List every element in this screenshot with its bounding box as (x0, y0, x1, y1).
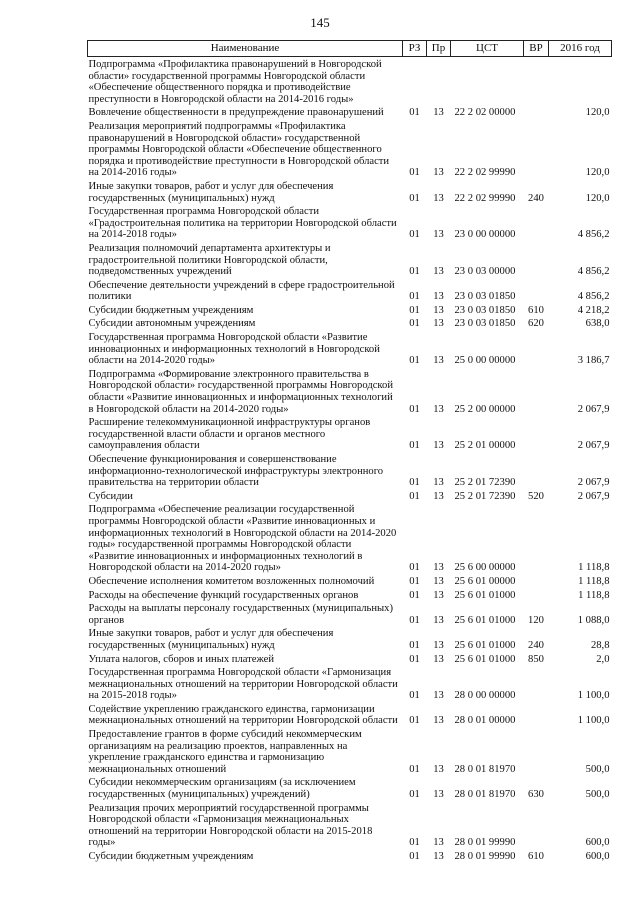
row-name: Предоставление грантов в форме субсидий некоммерческим организациям на реализацию проектов, направленных на укрепление гражданского единства и гармонизацию межнациональных отношений (88, 729, 362, 775)
table-row (88, 626, 612, 651)
table-row (88, 727, 612, 775)
row-value: 638,0 (585, 318, 610, 330)
row-rz: 01 (409, 690, 420, 702)
row-cst: 28 0 01 99990 (454, 851, 516, 862)
row-cst: 23 0 03 00000 (454, 266, 516, 278)
row-vr (524, 105, 549, 119)
row-cst: 25 6 01 01000 (454, 589, 516, 601)
header-name: Наименование (88, 41, 403, 57)
row-vr: 850 (528, 653, 544, 665)
row-vr (524, 588, 549, 602)
row-rz: 01 (409, 440, 420, 452)
table-row (88, 119, 612, 179)
row-cst: 22 2 02 99990 (454, 167, 516, 179)
row-cst: 25 6 01 01000 (454, 614, 516, 626)
row-value: 2 067,9 (577, 403, 610, 415)
row-name: Реализация прочих мероприятий государственной программы Новгородской области «Гармонизация межнациональных отношений на территории Новгородской области на 2015-2018 годы» (88, 802, 373, 849)
table-body (88, 57, 612, 863)
row-rz (403, 57, 427, 106)
row-name: Подпрограмма «Профилактика правонарушений в Новгородской области» государственной программы Новгородской области «Обеспечение общественного порядка и противодействие преступности в Новгородской области на 2014-2016 годы» (88, 59, 382, 105)
row-vr (524, 278, 549, 303)
row-vr: 520 (528, 490, 544, 502)
row-cst (451, 57, 524, 106)
table-row (88, 588, 612, 602)
row-rz: 01 (409, 589, 420, 601)
row-name: Расширение телекоммуникационной инфраструктуры органов государственной власти области и органов местного самоуправления области (88, 417, 371, 452)
row-vr (524, 801, 549, 849)
row-pr (427, 57, 451, 106)
row-vr (524, 57, 549, 106)
table-row (88, 316, 612, 330)
row-value: 3 186,7 (577, 355, 610, 367)
row-vr: 120 (528, 614, 544, 626)
row-rz: 01 (409, 355, 420, 367)
row-value: 120,0 (585, 107, 610, 119)
row-name: Субсидии (88, 490, 133, 502)
row-rz: 01 (409, 851, 420, 862)
row-name: Государственная программа Новгородской области «Гармонизация межнациональных отношений на территории Новгородской области на 2015-2018 годы» (88, 667, 398, 702)
row-rz: 01 (409, 167, 420, 179)
row-value: 1 100,0 (577, 690, 610, 702)
row-cst: 23 0 03 01850 (454, 291, 516, 303)
table-row (88, 665, 612, 702)
row-vr: 610 (528, 304, 544, 316)
table-header (88, 41, 612, 57)
budget-table (87, 40, 612, 863)
row-value: 500,0 (585, 763, 610, 775)
row-vr: 240 (528, 192, 544, 204)
row-value: 1 118,8 (578, 589, 610, 601)
table-row (88, 367, 612, 415)
row-pr: 13 (433, 291, 444, 303)
row-value: 1 118,8 (578, 575, 610, 587)
row-cst: 25 2 00 00000 (454, 403, 516, 415)
row-cst: 25 2 01 72390 (454, 477, 516, 489)
row-value: 2 067,9 (577, 477, 610, 489)
row-name: Субсидии бюджетным учреждениям (88, 304, 254, 316)
row-name: Государственная программа Новгородской области «Градостроительная политика на территории Новгородской области на 2014-2018 годы» (88, 206, 397, 241)
header-pr: Пр (427, 41, 451, 57)
row-name: Обеспечение деятельности учреждений в сфере градостроительной политики (88, 279, 395, 303)
row-pr: 13 (433, 266, 444, 278)
row-rz: 01 (409, 639, 420, 651)
row-pr: 13 (433, 614, 444, 626)
row-value: 2 067,9 (577, 490, 610, 502)
table-row (88, 801, 612, 849)
row-rz: 01 (409, 789, 420, 801)
row-pr: 13 (433, 715, 444, 727)
row-cst: 28 0 00 00000 (454, 690, 516, 702)
row-name: Расходы на обеспечение функций государственных органов (88, 589, 359, 601)
row-cst: 25 2 01 72390 (454, 490, 516, 502)
table-row (88, 849, 612, 863)
row-rz: 01 (409, 229, 420, 241)
row-pr: 13 (433, 562, 444, 574)
row-cst: 25 6 01 01000 (454, 639, 516, 651)
row-rz: 01 (409, 490, 420, 502)
row-rz: 01 (409, 614, 420, 626)
row-pr: 13 (433, 318, 444, 330)
row-pr: 13 (433, 355, 444, 367)
header-cst: ЦСТ (451, 41, 524, 57)
row-rz: 01 (409, 403, 420, 415)
row-name: Подпрограмма «Обеспечение реализации государственной программы Новгородской области «Развитие инновационных и информационных технологий в Новгородской области на 2014-2020 годы» государственной программы Новгородской области «Развитие инновационных и информационных технологий в Новгородской области на 2014-2020 годы» (88, 504, 397, 574)
row-name: Субсидии некоммерческим организациям (за исключением государственных (муниципальных) учреждений) (88, 777, 356, 801)
row-vr (524, 452, 549, 489)
row-value: 1 088,0 (577, 614, 610, 626)
row-value: 28,8 (590, 639, 610, 651)
row-name: Иные закупки товаров, работ и услуг для обеспечения государственных (муниципальных) нужд (88, 628, 334, 651)
row-vr (524, 415, 549, 452)
row-cst: 25 6 01 01000 (454, 653, 516, 665)
table-row (88, 303, 612, 317)
row-cst: 28 0 01 81970 (454, 789, 516, 801)
row-cst: 25 6 01 00000 (454, 575, 516, 587)
row-pr: 13 (433, 167, 444, 179)
row-vr: 610 (528, 851, 544, 862)
row-name: Уплата налогов, сборов и иных платежей (88, 653, 275, 665)
row-name: Государственная программа Новгородской области «Развитие инновационных и информационных технологий в Новгородской области на 2014-2020 годы» (88, 332, 380, 367)
row-pr: 13 (433, 851, 444, 862)
row-rz: 01 (409, 107, 420, 119)
row-vr: 620 (528, 318, 544, 330)
row-rz: 01 (409, 304, 420, 316)
row-pr: 13 (433, 477, 444, 489)
row-name: Реализация полномочий департамента архитектуры и градостроительной политики Новгородской области, подведомственных учреждений (88, 242, 331, 278)
header-year: 2016 год (549, 41, 612, 57)
row-name: Расходы на выплаты персоналу государственных (муниципальных) органов (88, 603, 393, 626)
row-vr (524, 241, 549, 278)
table-row (88, 415, 612, 452)
row-name: Обеспечение функционирования и совершенствование информационно-технологической инфраструктуры электронного правительства на территории области (88, 454, 384, 489)
row-value: 2,0 (596, 653, 610, 665)
row-vr (524, 502, 549, 574)
row-pr: 13 (433, 490, 444, 502)
row-rz: 01 (409, 575, 420, 587)
row-value: 4 856,2 (577, 291, 610, 303)
row-cst: 23 0 00 00000 (454, 229, 516, 241)
row-cst: 25 2 01 00000 (454, 440, 516, 452)
row-rz: 01 (409, 291, 420, 303)
row-vr (524, 665, 549, 702)
table-row (88, 204, 612, 241)
row-value: 4 218,2 (577, 304, 610, 316)
row-rz: 01 (409, 837, 420, 849)
table-row (88, 179, 612, 204)
table-row (88, 502, 612, 574)
row-name: Вовлечение общественности в предупреждение правонарушений (88, 107, 384, 119)
row-pr: 13 (433, 575, 444, 587)
table-row (88, 278, 612, 303)
row-vr (524, 204, 549, 241)
row-value: 500,0 (585, 789, 610, 801)
row-vr (524, 702, 549, 727)
row-pr: 13 (433, 690, 444, 702)
table-row (88, 574, 612, 588)
row-pr: 13 (433, 837, 444, 849)
row-cst: 28 0 01 00000 (454, 715, 516, 727)
row-cst: 28 0 01 99990 (454, 837, 516, 849)
row-name: Содействие укреплению гражданского единства, гармонизации межнациональных отношений на территории Новгородской области (88, 703, 398, 727)
row-cst: 22 2 02 99990 (454, 192, 516, 204)
row-rz: 01 (409, 477, 420, 489)
row-value: 1 100,0 (577, 715, 610, 727)
row-cst: 25 0 00 00000 (454, 355, 516, 367)
row-cst: 23 0 03 01850 (454, 318, 516, 330)
row-vr (524, 330, 549, 367)
table-row (88, 489, 612, 503)
row-vr: 630 (528, 789, 544, 801)
row-name: Субсидии автономным учреждениям (88, 318, 256, 330)
row-pr: 13 (433, 763, 444, 775)
row-value: 600,0 (585, 837, 610, 849)
row-vr (524, 727, 549, 775)
row-name: Реализация мероприятий подпрограммы «Профилактика правонарушений в Новгородской области» государственной программы Новгородской области «Обеспечение общественного порядка и противодействие преступности в Новгородской области на 2014-2016 годы» (88, 120, 390, 179)
table-row (88, 601, 612, 626)
table-row (88, 452, 612, 489)
row-rz: 01 (409, 653, 420, 665)
table-row (88, 330, 612, 367)
row-vr (524, 574, 549, 588)
row-pr: 13 (433, 192, 444, 204)
row-value: 1 118,8 (578, 562, 610, 574)
row-value: 120,0 (585, 167, 610, 179)
row-cst: 22 2 02 00000 (454, 107, 516, 119)
row-pr: 13 (433, 789, 444, 801)
row-pr: 13 (433, 653, 444, 665)
row-pr: 13 (433, 403, 444, 415)
row-rz: 01 (409, 715, 420, 727)
row-name: Обеспечение исполнения комитетом возложенных полномочий (88, 575, 375, 587)
row-pr: 13 (433, 589, 444, 601)
row-pr: 13 (433, 229, 444, 241)
row-value (549, 57, 612, 106)
table-row (88, 57, 612, 106)
row-value: 4 856,2 (577, 266, 610, 278)
table-row (88, 105, 612, 119)
row-pr: 13 (433, 639, 444, 651)
row-rz: 01 (409, 562, 420, 574)
table-row (88, 702, 612, 727)
row-cst: 23 0 03 01850 (454, 304, 516, 316)
row-rz: 01 (409, 266, 420, 278)
row-cst: 25 6 00 00000 (454, 562, 516, 574)
row-pr: 13 (433, 440, 444, 452)
row-cst: 28 0 01 81970 (454, 763, 516, 775)
table-row (88, 241, 612, 278)
row-pr: 13 (433, 107, 444, 119)
header-vr: ВР (524, 41, 549, 57)
row-rz: 01 (409, 318, 420, 330)
row-value: 120,0 (585, 192, 610, 204)
row-rz: 01 (409, 192, 420, 204)
row-name: Подпрограмма «Формирование электронного правительства в Новгородской области» государственной программы Новгородской области «Развитие инновационных и информационных технологий в Новгородской области на 2014-2020 годы» (88, 368, 394, 415)
row-vr (524, 367, 549, 415)
row-vr (524, 119, 549, 179)
page-number: 145 (310, 15, 330, 30)
row-name: Иные закупки товаров, работ и услуг для обеспечения государственных (муниципальных) нужд (88, 180, 334, 204)
row-value: 2 067,9 (577, 440, 610, 452)
row-pr: 13 (433, 304, 444, 316)
row-rz: 01 (409, 763, 420, 775)
header-rz: РЗ (403, 41, 427, 57)
row-value: 600,0 (585, 851, 610, 862)
table-row (88, 775, 612, 800)
table-row (88, 652, 612, 666)
row-value: 4 856,2 (577, 229, 610, 241)
row-name: Субсидии бюджетным учреждениям (88, 851, 254, 862)
row-vr: 240 (528, 639, 544, 651)
